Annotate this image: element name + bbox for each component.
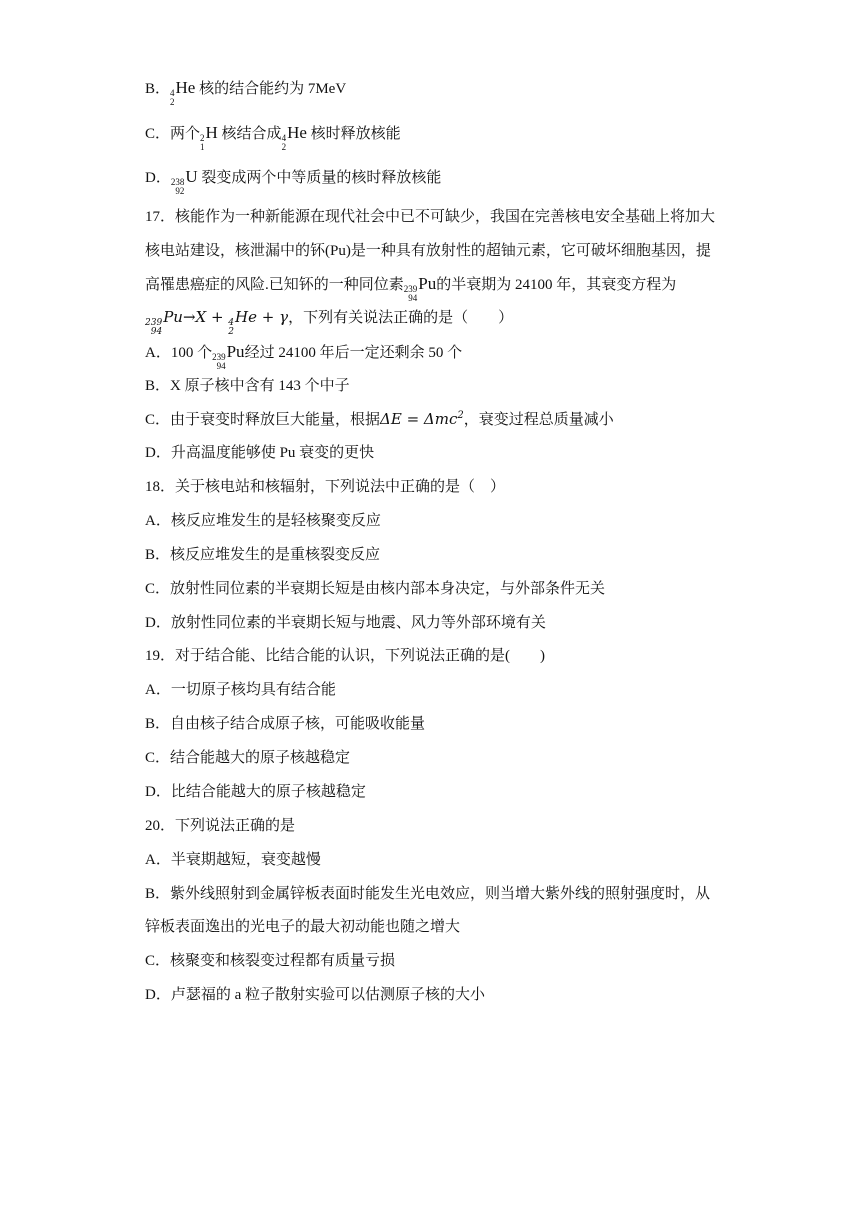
q19-option-c: C．结合能越大的原子核越稳定	[145, 750, 351, 766]
plutonium-isotope: 239 94 Pu	[403, 274, 437, 303]
q16-option-b: B． 4 2 He 核的结合能约为 7MeV	[145, 78, 347, 107]
q18-option-d: D．放射性同位素的半衰期长短与地震、风力等外部环境有关	[145, 615, 546, 631]
q19-stem: 19．对于结合能、比结合能的认识，下列说法正确的是( )	[145, 648, 545, 664]
plutonium-isotope: 239 94 Pu	[212, 342, 245, 371]
q17-decay-equation: 239 94 Pu→X + 4 2 He + γ，下列有关说法正确的是（ ）	[145, 308, 514, 337]
q18-option-a: A．核反应堆发生的是轻核聚变反应	[145, 513, 381, 529]
q20-stem: 20．下列说法正确的是	[145, 818, 296, 834]
q17-option-a: A．100 个 239 94 Pu经过 24100 年后一定还剩余 50 个	[145, 342, 463, 371]
mass-energy-equation: ΔE = Δmc$^2$	[380, 410, 464, 428]
q16-option-d: D． 238 92 U 裂变成两个中等质量的核时释放核能	[145, 167, 442, 196]
helium-isotope: 4 2 He	[170, 78, 196, 107]
helium-isotope: 4 2 He	[228, 308, 257, 337]
q20-option-b-line2: 锌板表面逸出的光电子的最大初动能也随之增大	[145, 919, 461, 935]
q17-option-b: B．X 原子核中含有 143 个中子	[145, 378, 350, 394]
q20-option-a: A．半衰期越短，衰变越慢	[145, 852, 321, 868]
q19-option-d: D．比结合能越大的原子核越稳定	[145, 784, 366, 800]
q20-option-c: C．核聚变和核裂变过程都有质量亏损	[145, 953, 396, 969]
uranium-isotope: 238 92 U	[170, 167, 198, 196]
q20-option-b-line1: B．紫外线照射到金属锌板表面时能发生光电效应，则当增大紫外线的照射强度时，从	[145, 886, 711, 902]
q19-option-a: A．一切原子核均具有结合能	[145, 682, 336, 698]
q17-option-c: C．由于衰变时释放巨大能量，根据ΔE = Δmc$^2$，衰变过程总质量减小	[145, 410, 614, 428]
q18-option-b: B．核反应堆发生的是重核裂变反应	[145, 547, 381, 563]
q20-option-d: D．卢瑟福的 a 粒子散射实验可以估测原子核的大小	[145, 987, 485, 1003]
q18-stem: 18．关于核电站和核辐射，下列说法中正确的是（ ）	[145, 479, 506, 495]
q16-option-c: C．两个 2 1 H 核结合成 4 2 He 核时释放核能	[145, 123, 401, 152]
q17-option-d: D．升高温度能够使 Pu 衰变的更快	[145, 445, 375, 461]
deuterium-isotope: 2 1 H	[200, 123, 218, 152]
helium-isotope: 4 2 He	[281, 123, 307, 152]
q17-stem-line3: 高罹患癌症的风险.已知钚的一种同位素 239 94 Pu的半衰期为 24100 年，其衰变方程为	[145, 274, 677, 303]
q18-option-c: C．放射性同位素的半衰期长短是由核内部本身决定，与外部条件无关	[145, 581, 606, 597]
q19-option-b: B．自由核子结合成原子核，可能吸收能量	[145, 716, 426, 732]
q17-stem-line1: 17．核能作为一种新能源在现代社会中已不可缺少，我国在完善核电安全基础上将加大	[145, 209, 716, 225]
q17-stem-line2: 核电站建设，核泄漏中的钚(Pu)是一种具有放射性的超铀元素，它可破坏细胞基因，提	[145, 243, 711, 259]
